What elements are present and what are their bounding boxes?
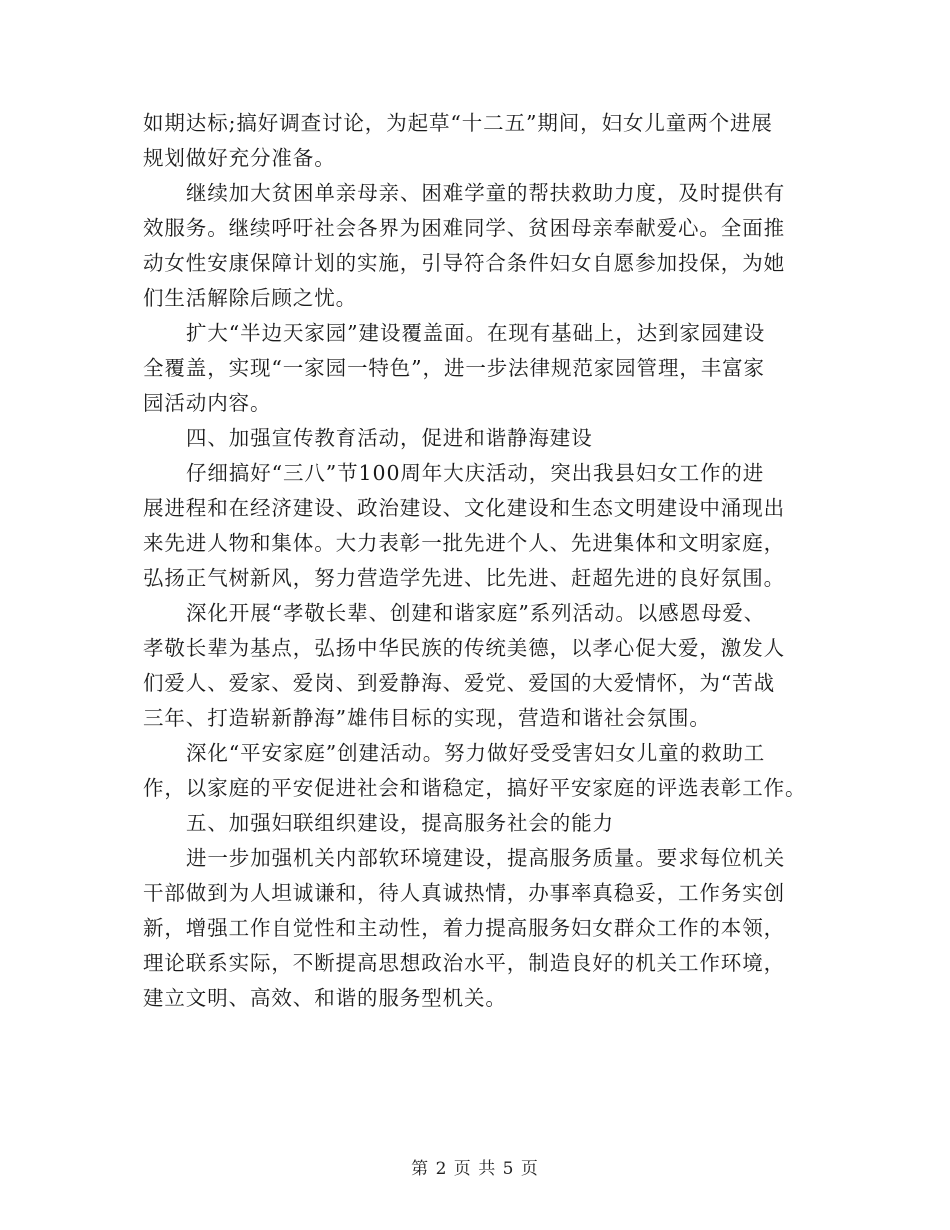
text-line: 全覆盖，实现“一家园一特色”，进一步法律规范家园管理，丰富家 [143,356,765,380]
text-line: 三年、打造崭新静海”雄伟目标的实现，营造和谐社会氛围。 [143,706,711,730]
text-line: 园活动内容。 [143,391,272,415]
text-line: 来先进人物和集体。大力表彰一批先进个人、先进集体和文明家庭， [143,531,785,555]
text-line: 孝敬长辈为基点，弘扬中华民族的传统美德，以孝心促大爱，激发人 [143,636,785,660]
text-line: 们爱人、爱家、爱岗、到爱静海、爱党、爱国的大爱情怀，为“苦战 [143,671,775,695]
text-line: 理论联系实际，不断提高思想政治水平，制造良好的机关工作环境， [143,951,785,975]
text-line: 深化开展“孝敬长辈、创建和谐家庭”系列活动。以感恩母爱、 [186,601,766,625]
text-line: 深化“平安家庭”创建活动。努力做好受受害妇女儿童的救助工 [186,741,766,765]
text-line: 四、加强宣传教育活动，促进和谐静海建设 [186,426,593,450]
text-line: 继续加大贫困单亲母亲、困难学童的帮扶救助力度，及时提供有 [186,181,786,205]
text-line: 干部做到为人坦诚谦和，待人真诚热情，办事率真稳妥，工作务实创 [143,881,785,905]
text-line: 新，增强工作自觉性和主动性，着力提高服务妇女群众工作的本领， [143,916,785,940]
text-line: 仔细搞好“三八”节100周年大庆活动，突出我县妇女工作的进 [186,461,765,485]
text-line: 五、加强妇联组织建设，提高服务社会的能力 [186,811,614,835]
text-line: 们生活解除后顾之忧。 [143,286,357,310]
text-line: 动女性安康保障计划的实施，引导符合条件妇女自愿参加投保，为她 [143,251,785,275]
document-body [143,106,810,1016]
text-line: 规划做好充分准备。 [143,146,336,170]
text-line: 弘扬正气树新风，努力营造学先进、比先进、赶超先进的良好氛围。 [143,566,785,590]
text-line: 建立文明、高效、和谐的服务型机关。 [143,986,507,1010]
page-number-footer: 第 2 页 共 5 页 [411,1159,539,1179]
text-line: 扩大“半边天家园”建设覆盖面。在现有基础上，达到家园建设 [186,321,766,345]
text-line: 如期达标;搞好调查讨论，为起草“十二五”期间，妇女儿童两个进展 [143,111,773,135]
text-line: 展进程和在经济建设、政治建设、文化建设和生态文明建设中涌现出 [143,496,785,520]
text-line: 进一步加强机关内部软环境建设，提高服务质量。要求每位机关 [186,846,786,870]
text-line: 作，以家庭的平安促进社会和谐稳定，搞好平安家庭的评选表彰工作。 [143,776,807,800]
text-line: 效服务。继续呼吁社会各界为困难同学、贫困母亲奉献爱心。全面推 [143,216,785,240]
